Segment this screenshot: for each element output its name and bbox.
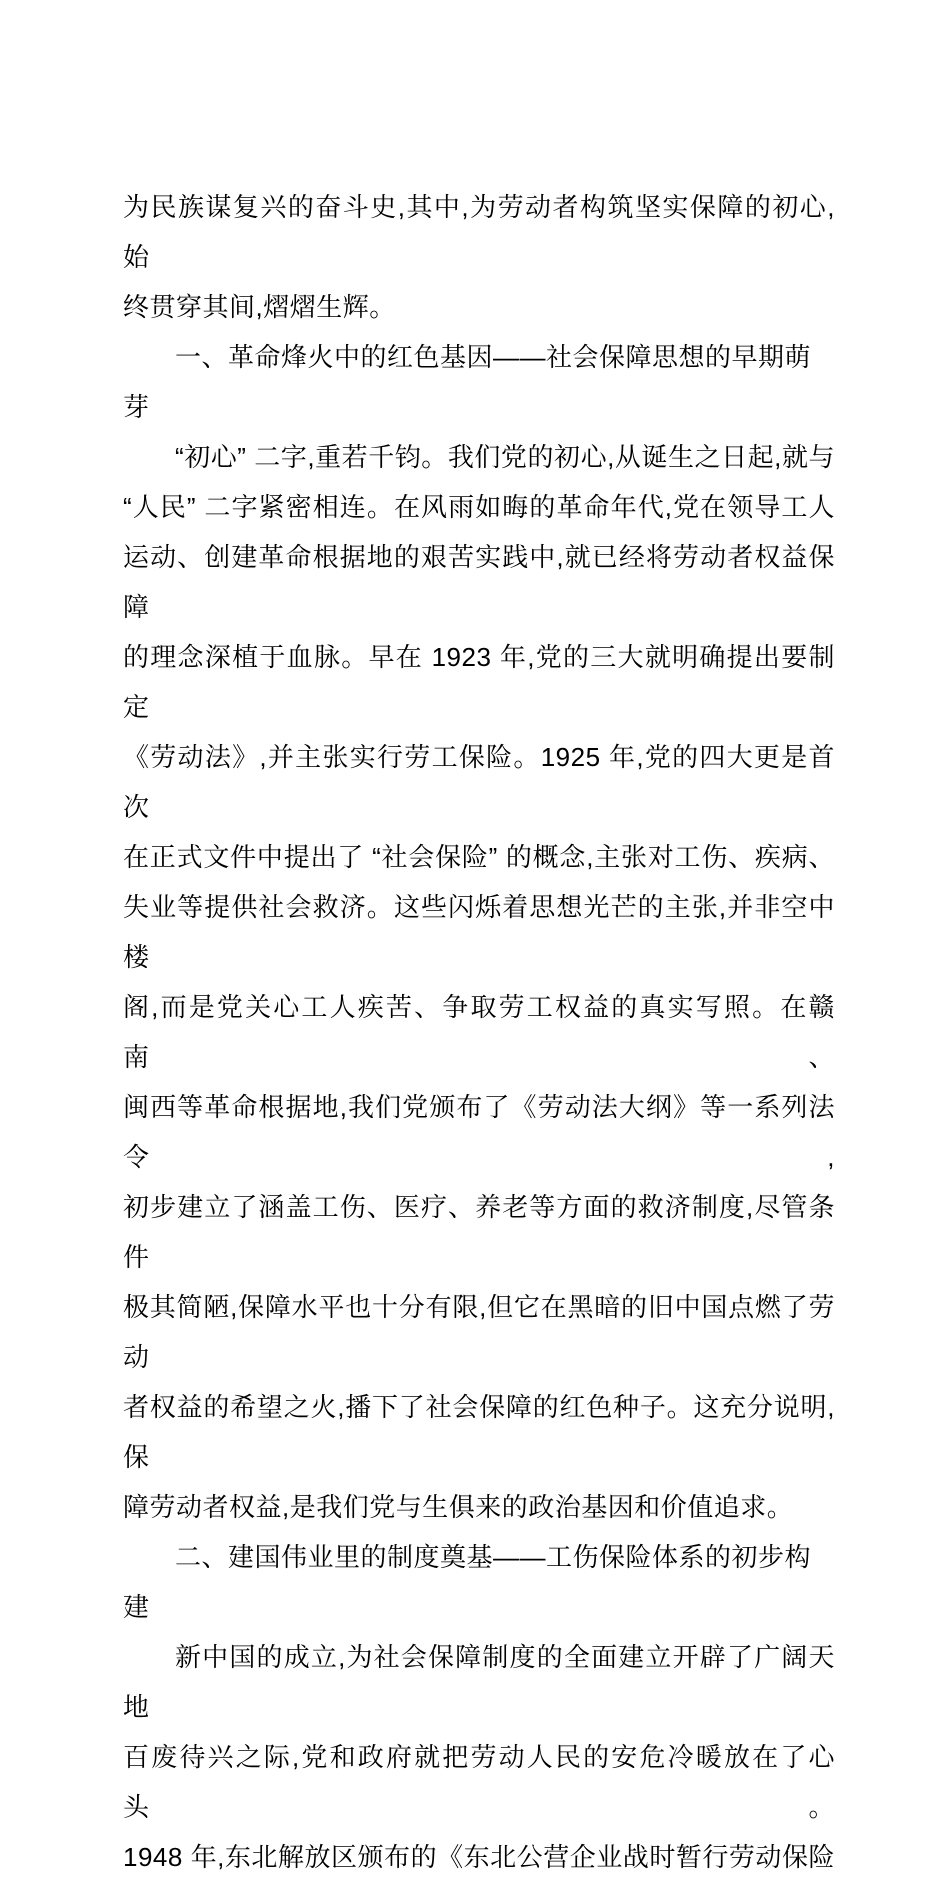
body-text-line: 阁,而是党关心工人疾苦、争取劳工权益的真实写照。在赣南、 [123, 992, 835, 1072]
body-text-line: “人民” 二字紧密相连。在风雨如晦的革命年代,党在领导工人 [123, 492, 835, 522]
body-text-line: 在正式文件中提出了 “社会保险” 的概念,主张对工伤、疾病、 [123, 842, 835, 872]
body-text-line: 极其简陋,保障水平也十分有限,但它在黑暗的旧中国点燃了劳动 [123, 1292, 835, 1372]
body-text-line: 新中国的成立,为社会保障制度的全面建立开辟了广阔天地 [123, 1642, 835, 1722]
body-text-line: 1948 年,东北解放区颁布的《东北公营企业战时暂行劳动保险 [123, 1842, 835, 1872]
body-text-line: 的理念深植于血脉。早在 1923 年,党的三大就明确提出要制定 [123, 642, 835, 722]
document-text-block [123, 182, 835, 1882]
section-heading-line: 一、革命烽火中的红色基因——社会保障思想的早期萌芽 [123, 342, 812, 422]
body-text-line: 闽西等革命根据地,我们党颁布了《劳动法大纲》等一系列法令, [123, 1092, 835, 1172]
body-text-line: “初心” 二字,重若千钧。我们党的初心,从诞生之日起,就与 [175, 442, 835, 472]
body-text-line: 《劳动法》,并主张实行劳工保险。1925 年,党的四大更是首次 [123, 742, 835, 822]
body-text-line: 障劳动者权益,是我们党与生俱来的政治基因和价值追求。 [123, 1492, 794, 1522]
body-text-line: 初步建立了涵盖工伤、医疗、养老等方面的救济制度,尽管条件 [123, 1192, 835, 1272]
body-text-line: 百废待兴之际,党和政府就把劳动人民的安危冷暖放在了心头。 [123, 1742, 835, 1822]
body-text-line: 为民族谋复兴的奋斗史,其中,为劳动者构筑坚实保障的初心,始 [123, 192, 835, 272]
body-text-line: 失业等提供社会救济。这些闪烁着思想光芒的主张,并非空中楼 [123, 892, 835, 972]
body-text-line: 者权益的希望之火,播下了社会保障的红色种子。这充分说明,保 [123, 1392, 835, 1472]
section-heading-line: 二、建国伟业里的制度奠基——工伤保险体系的初步构建 [123, 1542, 812, 1622]
body-text-line: 终贯穿其间,熠熠生辉。 [123, 292, 396, 322]
body-text-line: 运动、创建革命根据地的艰苦实践中,就已经将劳动者权益保障 [123, 542, 835, 622]
